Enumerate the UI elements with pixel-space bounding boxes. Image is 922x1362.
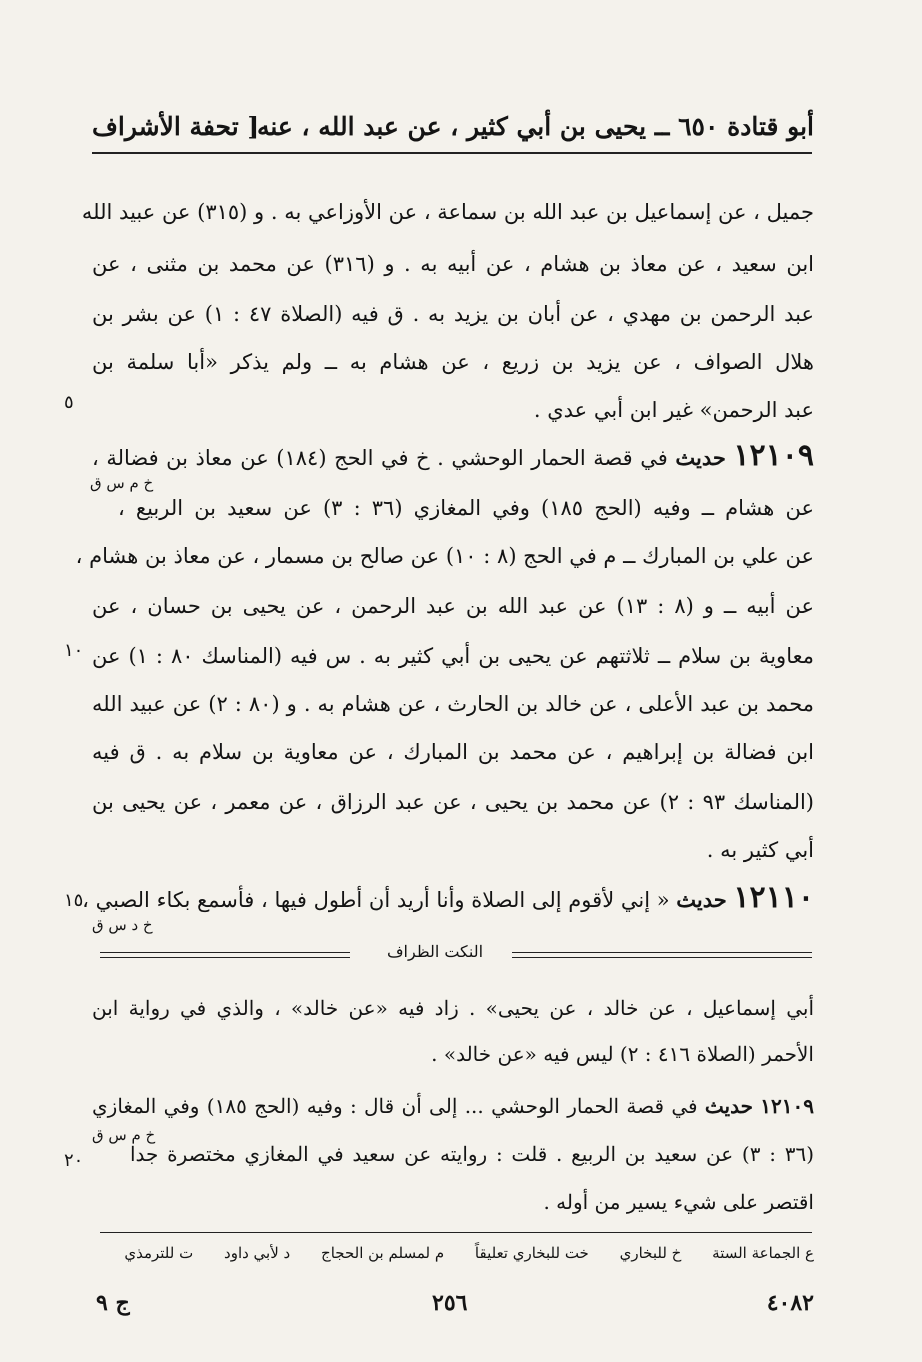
- hadith-range-number: ٤٠٨٢: [766, 1290, 814, 1316]
- note-hadith-heading: [92, 1094, 814, 1118]
- note-line: اقتصر على شيء يسير من أوله .: [543, 1190, 814, 1214]
- body-line: محمد بن عبد الأعلى ، عن خالد بن الحارث ، عن هشام به . و (٨٠ : ٢) عن عبيد الله: [92, 692, 814, 716]
- running-header-left: [ تحفة الأشراف: [92, 112, 260, 141]
- body-line: أبي كثير به .: [706, 838, 814, 862]
- hadith-12110-heading: [82, 880, 814, 915]
- running-header-right: أبو قتادة ٦٥٠ ــ يحيى بن أبي كثير ، عن عبد الله ، عنه: [256, 112, 814, 141]
- margin-line-number: ١٠: [64, 640, 84, 661]
- legend-item: ت للترمذي: [124, 1244, 194, 1262]
- legend-item: خت للبخاري تعليقاً: [474, 1244, 589, 1262]
- body-line: ابن فضالة بن إبراهيم ، عن محمد بن المبارك ، عن معاوية بن سلام به . ق فيه: [92, 740, 814, 764]
- hadith-12109-sources: خ م س ق: [90, 474, 154, 492]
- legend-item: خ للبخاري: [619, 1244, 682, 1262]
- body-line: (المناسك ٩٣ : ٢) عن محمد بن يحيى ، عن عبد الرزاق ، عن معمر ، عن يحيى بن: [92, 790, 814, 814]
- page-number: ٢٥٦: [432, 1290, 468, 1316]
- note-hadith-number: ١٢١٠٩: [760, 1094, 814, 1118]
- volume-number: ج ٩: [96, 1290, 130, 1316]
- body-line: عن هشام ــ وفيه (الحج ١٨٥) وفي المغازي (٣٦ : ٣) عن سعيد بن الربيع ،: [118, 496, 814, 520]
- hadith-number: ١٢١٠٩: [733, 438, 814, 473]
- body-line: جميل ، عن إسماعيل بن عبد الله بن سماعة ، عن الأوزاعي به . و (٣١٥) عن عبيد الله: [81, 200, 814, 224]
- note-line: أبي إسماعيل ، عن خالد ، عن يحيى» . زاد فيه «عن خالد» ، والذي في رواية ابن: [92, 996, 814, 1020]
- hadith-number: ١٢١١٠: [733, 880, 814, 915]
- body-line: عبد الرحمن» غير ابن أبي عدي .: [533, 398, 814, 422]
- divider-label: النكت الظراف: [386, 942, 484, 961]
- hadith-text: في قصة الحمار الوحشي . خ في الحج (١٨٤) عن معاذ بن فضالة ،: [92, 446, 668, 470]
- legend-item: د لأبي داود: [224, 1244, 291, 1262]
- sigla-legend: [98, 1244, 814, 1262]
- hadith-keyword: حديث: [676, 887, 727, 912]
- legend-item: م لمسلم بن الحجاج: [321, 1244, 445, 1262]
- divider-bar: [512, 952, 812, 958]
- body-line: عن علي بن المبارك ــ م في الحج (٨ : ١٠) عن صالح بن مسمار ، عن معاذ بن هشام ،: [75, 544, 814, 568]
- body-line: هلال الصواف ، عن يزيد بن زريع ، عن هشام به ــ ولم يذكر «أبا سلمة بن: [92, 350, 814, 374]
- body-line: عبد الرحمن بن مهدي ، عن أبان بن يزيد به . ق فيه (الصلاة ٤٧ : ١) عن بشر بن: [92, 302, 814, 326]
- notes-divider: [100, 944, 812, 970]
- header-rule: [92, 152, 812, 154]
- note-sources: خ م س ق: [92, 1126, 156, 1144]
- margin-line-number: ١٥: [64, 890, 84, 911]
- divider-bar: [100, 952, 350, 958]
- margin-line-number: ٥: [64, 392, 74, 413]
- body-line: عن أبيه ــ و (٨ : ١٣) عن عبد الله بن عبد الرحمن ، عن يحيى بن حسان ، عن: [92, 594, 814, 618]
- hadith-12110-sources: خ د س ق: [92, 916, 153, 934]
- body-line: ابن سعيد ، عن معاذ بن هشام ، عن أبيه به . و (٣١٦) عن محمد بن مثنى ، عن: [92, 252, 814, 276]
- note-hadith-keyword: حديث: [704, 1094, 753, 1118]
- note-hadith-text: في قصة الحمار الوحشي ... إلى أن قال : وفيه (الحج ١٨٥) وفي المغازي: [92, 1094, 698, 1118]
- margin-line-number: ٢٠: [64, 1150, 84, 1171]
- hadith-12109-heading: [92, 438, 814, 473]
- note-line: الأحمر (الصلاة ٤١٦ : ٢) ليس فيه «عن خالد» .: [431, 1042, 814, 1066]
- hadith-text: « إني لأقوم إلى الصلاة وأنا أريد أن أطول فيها ، فأسمع بكاء الصبي ،: [82, 888, 670, 912]
- footer-rule: [100, 1232, 812, 1233]
- note-line: (٣٦ : ٣) عن سعيد بن الربيع . قلت : روايته عن سعيد في المغازي مختصرة جدا: [130, 1142, 814, 1166]
- body-line: معاوية بن سلام ــ ثلاثتهم عن يحيى بن أبي كثير به . س فيه (المناسك ٨٠ : ١) عن: [92, 644, 814, 668]
- legend-item: ع الجماعة الستة: [712, 1244, 814, 1262]
- hadith-keyword: حديث: [675, 445, 726, 470]
